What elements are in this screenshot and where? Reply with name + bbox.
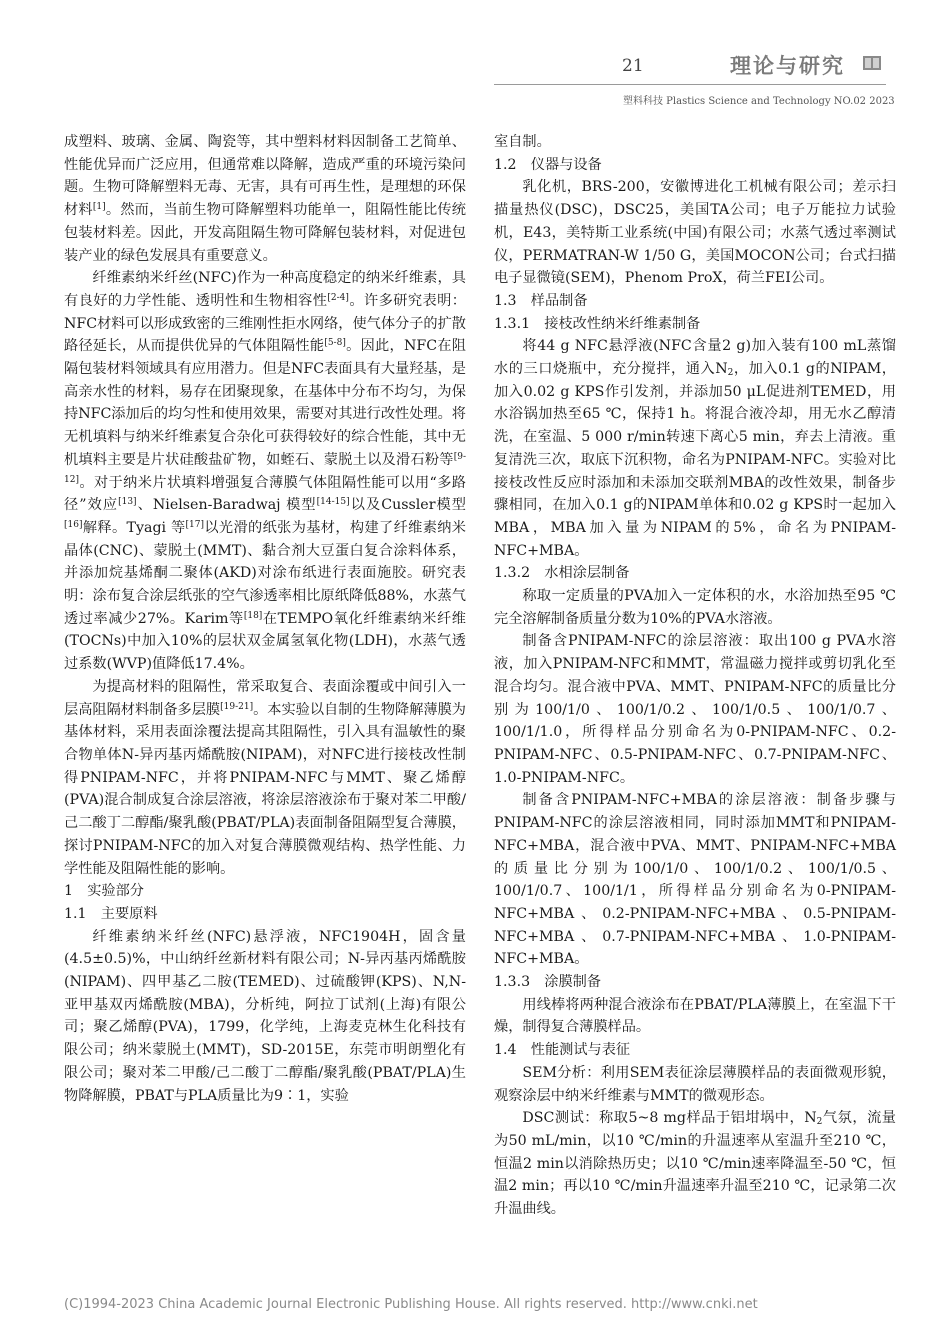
subsubsection-heading: 1.3.2 水相涂层制备 (494, 565, 630, 582)
paragraph: 用线棒将两种混合液涂布在PBAT/PLA薄膜上，在室温下干燥，制得复合薄膜样品。 (494, 996, 896, 1036)
subsection-heading: 1.2 仪器与设备 (494, 156, 602, 173)
subsubsection-heading: 1.3.1 接枝改性纳米纤维素制备 (494, 315, 701, 332)
paragraph: 纤维素纳米纤丝(NFC)悬浮液，NFC1904H，固含量(4.5±0.5)%，中山纳纤丝新材料有限公司；N-异丙基丙烯酰胺(NIPAM)、四甲基乙二胺(TEMED)、过硫酸钾(KPS)、N,N-亚甲基双丙烯酰胺(MBA)，分析纯，阿拉丁试剂(上海)有限公司；聚乙烯醇(PVA)，1799，化学纯，上海麦克林生化科技有限公司；纳米蒙脱土(MMT)，SD-2015E，东莞市明朗塑化有限公司；聚对苯二甲酸/己二酸丁二醇酯/聚乳酸(PBAT/PLA)生物降解膜，PBAT与PLA质量比为9∶1，实验 (64, 928, 466, 1104)
section-heading: 1 实验部分 (64, 883, 144, 900)
paragraph: 乳化机，BRS-200，安徽博进化工机械有限公司；差示扫描量热仪(DSC)，DSC25，美国TA公司；电子万能拉力试验机，E43，美特斯工业系统(中国)有限公司；水蒸气透过率测试仪，PERMATRAN-W 1/50 G，美国MOCON公司；台式扫描电子显微镜(SEM)，Phenom ProX，荷兰FEI公司。 (494, 179, 896, 287)
copyright-footer: (C)1994-2023 China Academic Journal Electronic Publishing House. All rights reserved. http://www.cnki.net (64, 1297, 758, 1312)
paragraph: 称取一定质量的PVA加入一定体积的水，水浴加热至95 ℃完全溶解制备质量分数为10%的PVA水溶液。 (494, 588, 896, 627)
subsection-heading: 1.3 样品制备 (494, 292, 588, 309)
paragraph: SEM分析：利用SEM表征涂层薄膜样品的表面微观形貌，观察涂层中纳米纤维素与MMT的微观形态。 (494, 1064, 896, 1104)
book-icon (862, 54, 882, 72)
paragraph: 室自制。 (494, 134, 551, 150)
paragraph: 纤维素纳米纤丝(NFC)作为一种高度稳定的纳米纤维素，具有良好的力学性能、透明性和生物相容性[2-4]。许多研究表明：NFC材料可以形成致密的三维刚性拒水网络，使气体分子的扩散路径延长，从而提供优异的气体阻隔性能[5-8]。因此，NFC在阻隔包装材料领域具有应用潜力。但是NFC表面具有大量羟基，是高亲水性的材料，易存在团聚现象，在基体中分布不均匀，为保持NFC添加后的均匀性和使用效果，需要对其进行改性处理。将无机填料与纳米纤维素复合杂化可获得较好的综合性能，其中无机填料主要是片状硅酸盐矿物，如蛭石、蒙脱土以及滑石粉等[9-12]。对于纳米片状填料增强复合薄膜气体阻隔性能可以用“多路径”效应[13]、Nielsen-Baradwaj 模型[14-15]以及Cussler模型[16]解释。Tyagi 等[17]以光滑的纸张为基材，构建了纤维素纳米晶体(CNC)、蒙脱土(MMT)、黏合剂大豆蛋白复合涂料体系，并添加烷基烯酮二聚体(AKD)对涂布纸进行表面施胶。研究表明：涂布复合涂层纸张的空气渗透率相比原纸降低88%，水蒸气透过率减少27%。Karim等[18]在TEMPO氧化纤维素纳米纤维(TOCNs)中加入10%的层状双金属氢氧化物(LDH)，水蒸气透过系数(WVP)值降低17.4%。 (64, 270, 466, 673)
subsection-heading: 1.4 性能测试与表征 (494, 1042, 631, 1059)
paragraph: 制备含PNIPAM-NFC+MBA的涂层溶液：制备步骤与PNIPAM-NFC的涂层溶液相同，同时添加MMT和PNIPAM-NFC+MBA，混合液中PVA、MMT、PNIPAM-NFC+MBA的质量比分别为100/1/0、100/1/0.2、100/1/0.5、100/1/0.7、100/1/1，所得样品分别命名为0-PNIPAM-NFC+MBA、0.2-PNIPAM-NFC+MBA、0.5-PNIPAM-NFC+MBA、0.7-PNIPAM-NFC+MBA、1.0-PNIPAM-NFC+MBA。 (494, 792, 896, 968)
subsubsection-heading: 1.3.3 涂膜制备 (494, 974, 602, 991)
section-title: 理论与研究 (730, 53, 845, 78)
left-column (64, 131, 466, 1107)
paragraph: 为提高材料的阻隔性，常采取复合、表面涂覆或中间引入一层高阻隔材料制备多层膜[19-21]。本实验以自制的生物降解薄膜为基体材料，采用表面涂覆法提高其阻隔性，引入具有温敏性的聚合物单体N-异丙基丙烯酰胺(NIPAM)，对NFC进行接枝改性制得PNIPAM-NFC，并将PNIPAM-NFC与MMT、聚乙烯醇(PVA)混合制成复合涂层溶液，将涂层溶液涂布于聚对苯二甲酸/己二酸丁二醇酯/聚乳酸(PBAT/PLA)表面制备阻隔型复合薄膜，探讨PNIPAM-NFC的加入对复合薄膜微观结构、热学性能、力学性能及阻隔性能的影响。 (64, 678, 466, 877)
paragraph: 将44 g NFC悬浮液(NFC含量2 g)加入装有100 mL蒸馏水的三口烧瓶中，充分搅拌，通入$N_2$，加入0.1 g的NIPAM，加入0.02 g KPS作引发剂，并添加50 μL促进剂TEMED，用水浴锅加热至65 ℃，保持1 h。将混合液冷却，用无水乙醇清洗，在室温、5 000 r/min转速下离心5 min，弃去上清液。重复清洗三次，取底下沉积物，命名为PNIPAM-NFC。实验对比接枝改性反应时添加和未添加交联剂MBA的改性效果，制备步骤相同，在加入0.1 g的NIPAM单体和0.02 g KPS时一起加入MBA，MBA加入量为NIPAM的5%，命名为PNIPAM-NFC+MBA。 (494, 338, 896, 559)
paragraph: 制备含PNIPAM-NFC的涂层溶液：取出100 g PVA水溶液，加入PNIPAM-NFC和MMT，常温磁力搅拌或剪切乳化至混合均匀。混合液中PVA、MMT、PNIPAM-NFC的质量比分别为100/1/0、100/1/0.2、100/1/0.5、100/1/0.7、100/1/1.0，所得样品分别命名为0-PNIPAM-NFC、0.2-PNIPAM-NFC、0.5-PNIPAM-NFC、0.7-PNIPAM-NFC、1.0-PNIPAM-NFC。 (494, 633, 896, 786)
header-rule (494, 84, 886, 85)
subsection-heading: 1.1 主要原料 (64, 905, 158, 922)
paragraph: 成塑料、玻璃、金属、陶瓷等，其中塑料材料因制备工艺简单、性能优异而广泛应用，但通常难以降解，造成严重的环境污染问题。生物可降解塑料无毒、无害，具有可再生性，是理想的环保材料[1]。然而，当前生物可降解塑料功能单一，阻隔性能比传统包装材料差。因此，开发高阻隔生物可降解包装材料，对促进包装产业的绿色发展具有重要意义。 (64, 134, 466, 264)
page-number: 21 (622, 56, 644, 76)
journal-info: 塑料科技 Plastics Science and Technology NO.02 2023 (623, 96, 895, 107)
right-column (494, 131, 896, 1221)
paragraph: DSC测试：称取5~8 mg样品于铝坩埚中，$N_2$气氛，流量为50 mL/min，以10 ℃/min的升温速率从室温升至210 ℃，恒温2 min以消除热历史；以10 ℃/min速率降温至-50 ℃，恒温2 min；再以10 ℃/min升温速率升温至210 ℃，记录第二次升温曲线。 (494, 1110, 896, 1218)
